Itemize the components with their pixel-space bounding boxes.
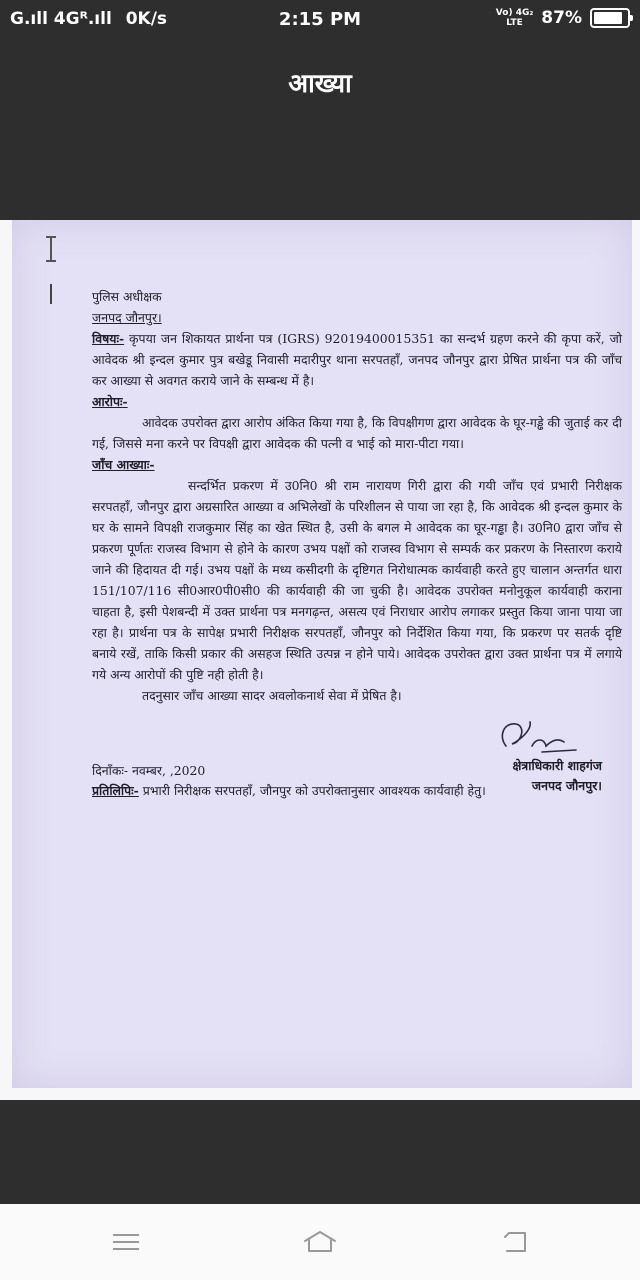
status-right (496, 8, 630, 28)
volte-icon: Vo) 4G₂ LTE (495, 8, 534, 28)
navigation-bar (0, 1204, 640, 1280)
status-bar (0, 0, 640, 40)
document-text (92, 286, 622, 801)
signature-image (492, 716, 582, 760)
cc-text: प्रभारी निरीक्षक सरपतहाँ, जौनपुर को उपरोक्तानुसार आवश्यक कार्यवाही हेतु। (138, 783, 486, 798)
date-line: दिनाँकः- नवम्बर, ,2020 (92, 763, 206, 778)
battery-percent: 87% (541, 8, 582, 28)
subject-label: विषयः- (92, 331, 125, 346)
office-signature (513, 756, 602, 796)
allegation-text: आवेदक उपरोक्त द्वारा आरोप अंकित किया गया है, कि विपक्षीगण द्वारा आवेदक के घूर-गड्ढे की जुताई कर दी गई, जिससे मना करने पर विपक्षी द्वारा आवेदक की पत्नी व भाई को मारा-पीटा गया। (92, 415, 622, 451)
recipient-district: जनपद जौनपुर। (92, 310, 162, 325)
cc-label: प्रतिलिपिः- (92, 783, 139, 798)
office-line-1: क्षेत्राधिकारी शाहगंज (512, 758, 602, 773)
recipient-title: पुलिस अधीक्षक (92, 289, 162, 304)
inquiry-text: सन्दर्भित प्रकरण में उ0नि0 श्री राम नारायण गिरी द्वारा की गयी जाँच एवं प्रभारी निरीक्षक सरपतहाँ, जौनपुर द्वारा अग्रसारित आख्या व अभिलेखों के परिशीलन से पाया जा रहा है, कि आवेदक श्री इन्दल कुमार के घर के सामने विपक्षी राजकुमार सिंह का खेत स्थित है, उसी के बगल मे आवेदक का घूर-गड्ढा है। उ0नि0 द्वारा जाँच से प्रकरण पूर्णतः राजस्व विभाग से होने के कारण उभय पक्षों को राजस्व विभाग से सम्पर्क कर प्रकरण के निस्तारण कराये जाने की हिदायत दी गई। उभय पक्षों के मध्य कसीदगी के दृष्टिगत निरोधात्मक कार्यवाही करते हुए चालान अन्तर्गत धारा 151/107/116 सी0आर0पी0सी0 की कार्यवाही की जा चुकी है। आवेदक उपरोक्त मनोनुकूल कार्यवाही कराना चाहता है, इसी पेशबन्दी में उक्त प्रार्थना पत्र मनगढ़न्त, असत्य एवं निराधार आरोप लगाकर प्रस्तुत किया जाना पाया जा रहा है। प्रार्थना पत्र के सापेक्ष प्रभारी निरीक्षक सरपतहाँ, जौनपुर को निर्देशित किया गया, कि प्रकरण पर सतर्क दृष्टि बनाये रखें, ताकि किसी प्रकार की असहज स्थिति उत्पन्न न होने पाये। आवेदक उपरोक्त द्वारा उक्त प्रार्थना पत्र में लगाये गये अन्य आरोपों की पुष्टि नही होती है। (92, 478, 623, 682)
clock: 2:15 PM (278, 9, 362, 30)
menu-icon (113, 1232, 139, 1252)
closing-text: तदनुसार जाँच आख्या सादर अवलोकनार्थ सेवा में प्रेषित है। (142, 688, 402, 703)
app-bar (0, 40, 640, 120)
back-button[interactable] (494, 1222, 538, 1262)
home-button[interactable] (298, 1222, 342, 1262)
battery-icon (590, 8, 630, 28)
subject-text: कृपया जन शिकायत प्रार्थना पत्र (IGRS) 92019400015351 का सन्दर्भ ग्रहण करने की कृपा करें, जो आवेदक श्री इन्दल कुमार पुत्र बखेडू निवासी मदारीपुर थाना सरपतहाँ, जनपद जौनपुर द्वारा प्रेषित प्रार्थना पत्र की जाँच कर आख्या से अवगत कराये जाने के सम्बन्ध में है। (92, 331, 622, 388)
document-paper (12, 220, 632, 1088)
inquiry-label: जाँच आख्याः- (92, 457, 155, 472)
office-line-2: जनपद जौनपुर। (531, 778, 602, 793)
document-image[interactable] (0, 220, 640, 1100)
menu-button[interactable] (104, 1222, 148, 1262)
back-icon (501, 1229, 531, 1255)
home-icon (302, 1230, 338, 1254)
battery-fill (594, 12, 622, 24)
signal-text: G.ıll 4Gᴿ.ıll (10, 9, 112, 29)
subject-paragraph (92, 328, 622, 391)
allegation-label: आरोपः- (92, 394, 128, 409)
pen-mark (50, 236, 52, 262)
pen-mark-bar (50, 284, 52, 304)
network-speed: 0K/s (125, 9, 168, 29)
page-title: आख्या (288, 69, 352, 99)
